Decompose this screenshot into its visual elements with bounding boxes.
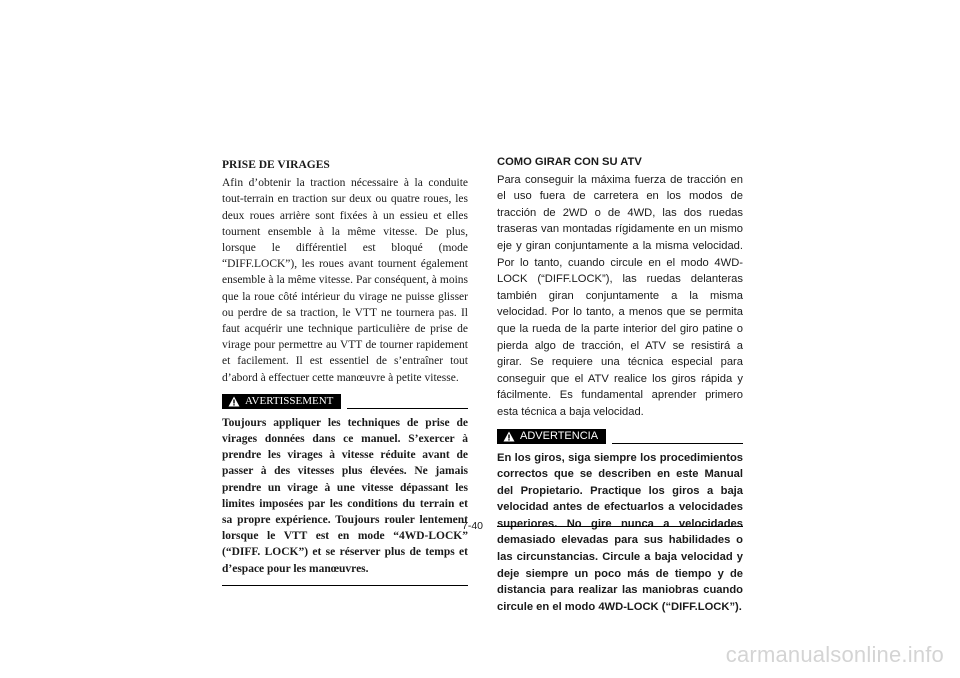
french-warning-badge — [222, 394, 341, 409]
spanish-warning-text: En los giros, siga siempre los procedimientos correctos que se describen en este Manual del Propietario. Practique los giros a baja velocidad antes de efectuarlos a velocidades superiores. No gire nunca a velocidades demasiado elevadas para sus habilidades o las circunstancias. Circule a baja velocidad y deje siempre un poco más de tiempo y de distancia para realizar las maniobras cuando circule en el modo 4WD-LOCK (“DIFF.LOCK”). — [497, 451, 743, 613]
french-warning-rule — [347, 408, 468, 409]
french-warning-bottom-rule — [222, 585, 468, 586]
spanish-warning-header — [497, 429, 743, 444]
french-warning-header — [222, 394, 468, 409]
spanish-warning-rule — [612, 443, 743, 444]
french-warning-label: AVERTISSEMENT — [245, 394, 334, 407]
french-warning-text: Toujours appliquer les techniques de prise de virages données dans ce manuel. S’exercer à prendre les virages à vitesse réduite avant de passer à des vitesses plus élevées. Ne jamais prendre un virage à une vitesse dépassant les limites imposées par les conditions du terrain et sa propre expérience. Toujours rouler lentement lorsque le VTT est en mode “4WD-LOCK” (“DIFF. LOCK”) et se réserver plus de temps et d’espace pour les manœuvres. — [222, 416, 468, 575]
french-column — [222, 157, 468, 586]
spanish-body: Para conseguir la máxima fuerza de tracción en el uso fuera de carretera en los modos de tracción de 2WD o de 4WD, las dos ruedas traseras van montadas rígidamente en un mismo eje y giran conjuntamente a la misma velocidad. Por lo tanto, cuando circule en el modo 4WD-LOCK (“DIFF.LOCK”), las ruedas delanteras también giran conjuntamente a la misma velocidad. Por lo tanto, a menos que se permita que la rueda de la parte interior del giro patine o pierda algo de tracción, el ATV se resistirá a girar. Se requiere una técnica especial para conseguir que el ATV realice los giros rápida y fácilmente. Es fundamental aprender primero esta técnica a baja velocidad. — [497, 173, 743, 418]
watermark: carmanualsonline.info — [725, 642, 944, 667]
french-heading: PRISE DE VIRAGES — [222, 159, 330, 171]
warning-triangle-icon — [503, 431, 515, 442]
page-number: 7-40 — [462, 520, 484, 532]
spanish-heading: COMO GIRAR CON SU ATV — [497, 156, 642, 168]
spanish-column — [497, 154, 743, 615]
page-number-rule — [497, 526, 743, 527]
spanish-warning-badge — [497, 429, 606, 444]
warning-triangle-icon — [228, 396, 240, 407]
page-footer — [462, 520, 743, 536]
spanish-warning-label: ADVERTENCIA — [520, 429, 599, 442]
french-body: Afin d’obtenir la traction nécessaire à la conduite tout-terrain en traction sur deux ou quatre roues, les deux roues arrière sont fixées à un essieu et elles tournent ensemble à la même vitesse. De plus, lorsque le différentiel est bloqué (mode “DIFF.LOCK”), les roues avant tournent également ensemble à la même vitesse. Par conséquent, à moins que la roue côté intérieur du virage ne puisse glisser ou perdre de sa traction, le VTT ne tournera pas. Il faut acquérir une technique particulière de prise de virage pour permettre au VTT de tourner rapidement et facilement. Il est essentiel de s’entraîner tout d’abord à effectuer cette manœuvre à petite vitesse. — [222, 177, 468, 384]
